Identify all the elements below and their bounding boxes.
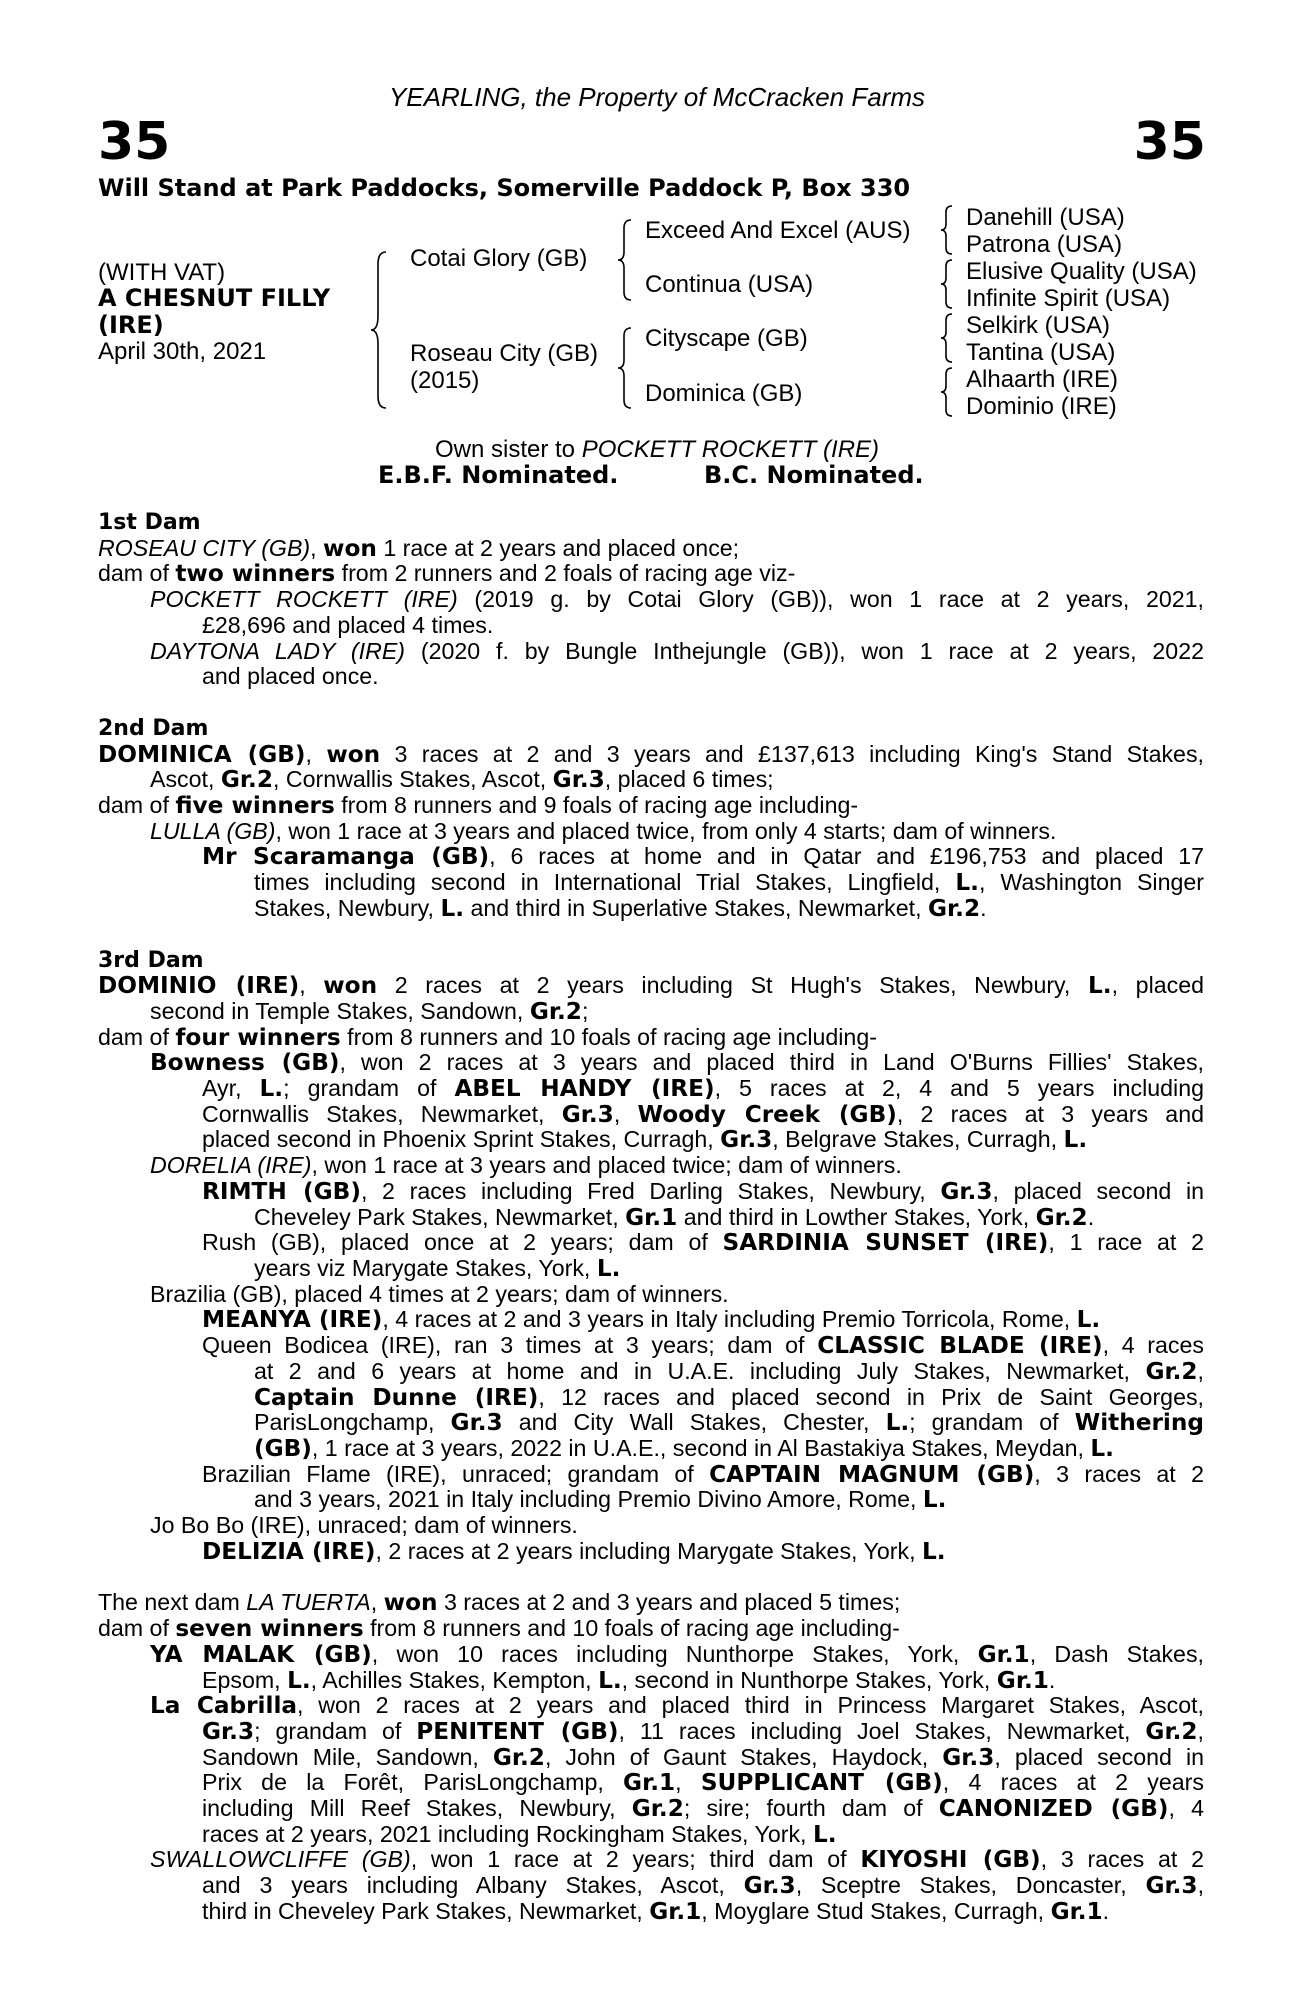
pedigree-g3-8: Dominio (IRE) — [966, 393, 1117, 420]
text-line: ROSEAU CITY (GB), won 1 race at 2 years and placed once; — [98, 534, 740, 562]
stand-location: Will Stand at Park Paddocks, Somerville Paddock P, Box 330 — [98, 174, 911, 202]
text-line: years viz Marygate Stakes, York, L. — [254, 1254, 621, 1282]
pedigree-g3-5: Selkirk (USA) — [966, 312, 1111, 339]
pedigree-bracket-g3-2 — [940, 258, 954, 310]
text-line: at 2 and 6 years at home and in U.A.E. including July Stakes, Newmarket, Gr.2, — [254, 1357, 1204, 1385]
text-line: Rush (GB), placed once at 2 years; dam of SARDINIA SUNSET (IRE), 1 race at 2 — [202, 1229, 1204, 1257]
pedigree-g3-7: Alhaarth (IRE) — [966, 366, 1119, 393]
text-line: Ayr, L.; grandam of ABEL HANDY (IRE), 5 races at 2, 4 and 5 years including — [202, 1075, 1204, 1103]
pedigree-bracket-sire — [617, 218, 633, 302]
text-line: Gr.3; grandam of PENITENT (GB), 11 races including Joel Stakes, Newmarket, Gr.2, — [202, 1717, 1204, 1745]
text-line: DAYTONA LADY (IRE) (2020 f. by Bungle Inthejungle (GB)), won 1 race at 2 years, 2022 — [150, 637, 1204, 664]
ebf-nominated: E.B.F. Nominated. — [378, 461, 619, 489]
own-sister-note — [0, 436, 1314, 464]
text-line: times including second in International Trial Stakes, Lingfield, L., Washington Singer — [254, 869, 1204, 897]
section-heading-1st-dam: 1st Dam — [98, 510, 201, 535]
text-line: DOMINIO (IRE), won 2 races at 2 years including St Hugh's Stakes, Newbury, L., placed — [98, 972, 1205, 1000]
pedigree-dam-sire: Cityscape (GB) — [645, 325, 808, 352]
text-line: Brazilian Flame (IRE), unraced; grandam of CAPTAIN MAGNUM (GB), 3 races at 2 — [202, 1460, 1204, 1488]
text-line: (GB), 1 race at 3 years, 2022 in U.A.E., second in Al Bastakiya Stakes, Meydan, L. — [254, 1434, 1114, 1462]
text-line: dam of five winners from 8 runners and 9 foals of racing age including- — [98, 792, 859, 820]
pedigree-sire: Cotai Glory (GB) — [410, 245, 588, 272]
text-line: third in Cheveley Park Stakes, Newmarket, Gr.1, Moyglare Stud Stakes, Curragh, Gr.1. — [202, 1897, 1110, 1925]
text-line: second in Temple Stakes, Sandown, Gr.2; — [150, 997, 589, 1025]
text-line: Sandown Mile, Sandown, Gr.2, John of Gaunt Stakes, Haydock, Gr.3, placed second in — [202, 1743, 1204, 1771]
text-line: Ascot, Gr.2, Cornwallis Stakes, Ascot, Gr.3, placed 6 times; — [150, 766, 774, 794]
pedigree-g3-2: Patrona (USA) — [966, 231, 1123, 258]
pedigree-sire-sire: Exceed And Excel (AUS) — [645, 217, 911, 244]
pedigree-bracket-dam — [617, 326, 633, 410]
horse-name-line1: A CHESNUT FILLY — [98, 284, 331, 312]
text-line: DELIZIA (IRE), 2 races at 2 years including Marygate Stakes, York, L. — [202, 1537, 946, 1565]
page-header-title: YEARLING, the Property of McCracken Farms — [388, 82, 926, 112]
text-line: Captain Dunne (IRE), 12 races and placed second in Prix de Saint Georges, — [254, 1383, 1204, 1411]
pedigree-g3-6: Tantina (USA) — [966, 339, 1116, 366]
own-sister-prefix: Own sister to — [434, 436, 582, 463]
text-line: POCKETT ROCKETT (IRE) (2019 g. by Cotai Glory (GB)), won 1 race at 2 years, 2021, — [150, 586, 1204, 613]
text-line: Queen Bodicea (IRE), ran 3 times at 3 years; dam of CLASSIC BLADE (IRE), 4 races — [202, 1332, 1204, 1360]
pedigree-bracket-g3-3 — [940, 312, 954, 364]
text-line: and 3 years including Albany Stakes, Ascot, Gr.3, Sceptre Stakes, Doncaster, Gr.3, — [202, 1872, 1205, 1900]
pedigree-g3-3: Elusive Quality (USA) — [966, 258, 1197, 285]
text-line: DOMINICA (GB), won 3 races at 2 and 3 years and £137,613 including King's Stand Stakes, — [98, 740, 1204, 768]
bc-nominated: B.C. Nominated. — [704, 461, 924, 489]
text-line: Bowness (GB), won 2 races at 3 years and placed third in Land O'Burns Fillies' Stakes, — [150, 1049, 1204, 1077]
pedigree-sire-dam: Continua (USA) — [645, 271, 814, 298]
text-line: Brazilia (GB), placed 4 times at 2 years; dam of winners. — [150, 1280, 729, 1307]
text-line: races at 2 years, 2021 including Rockingham Stakes, York, L. — [202, 1820, 837, 1848]
text-line: SWALLOWCLIFFE (GB), won 1 race at 2 years; third dam of KIYOSHI (GB), 3 races at 2 — [150, 1846, 1204, 1874]
text-line: Cornwallis Stakes, Newmarket, Gr.3, Woody Creek (GB), 2 races at 3 years and — [202, 1100, 1204, 1128]
vat-note: (WITH VAT) — [98, 259, 226, 286]
text-line: Jo Bo Bo (IRE), unraced; dam of winners. — [150, 1512, 578, 1539]
text-line: MEANYA (IRE), 4 races at 2 and 3 years in Italy including Premio Torricola, Rome, L. — [202, 1306, 1101, 1334]
lot-number-right: 35 — [1133, 112, 1206, 172]
text-line: RIMTH (GB), 2 races including Fred Darling Stakes, Newbury, Gr.3, placed second in — [202, 1177, 1205, 1205]
text-line: dam of seven winners from 8 runners and 10 foals of racing age including- — [98, 1615, 900, 1643]
section-heading-3rd-dam: 3rd Dam — [98, 947, 204, 973]
own-sister-name: POCKETT ROCKETT (IRE) — [581, 436, 880, 463]
foaling-date: April 30th, 2021 — [98, 338, 267, 365]
text-line: Cheveley Park Stakes, Newmarket, Gr.1 and third in Lowther Stakes, York, Gr.2. — [254, 1203, 1095, 1231]
pedigree-bracket-g3-1 — [940, 204, 954, 256]
text-line: placed second in Phoenix Sprint Stakes, Curragh, Gr.3, Belgrave Stakes, Curragh, L. — [202, 1126, 1088, 1154]
text-line: and placed once. — [202, 663, 379, 690]
pedigree-g3-1: Danehill (USA) — [966, 204, 1125, 231]
text-line: Epsom, L., Achilles Stakes, Kempton, L., second in Nunthorpe Stakes, York, Gr.1. — [202, 1666, 1056, 1694]
text-line: dam of two winners from 2 runners and 2 foals of racing age viz- — [98, 560, 796, 588]
text-line: dam of four winners from 8 runners and 10 foals of racing age including- — [98, 1023, 877, 1051]
text-line: La Cabrilla, won 2 races at 2 years and placed third in Princess Margaret Stakes, Ascot, — [150, 1692, 1204, 1720]
section-heading-2nd-dam: 2nd Dam — [98, 715, 209, 741]
lot-number-left: 35 — [98, 112, 171, 172]
text-line: and 3 years, 2021 in Italy including Premio Divino Amore, Rome, L. — [254, 1486, 947, 1514]
text-line: LULLA (GB), won 1 race at 3 years and placed twice, from only 4 starts; dam of winners. — [150, 817, 1057, 844]
text-line: Mr Scaramanga (GB), 6 races at home and in Qatar and £196,753 and placed 17 — [202, 843, 1205, 871]
pedigree-dam-dam: Dominica (GB) — [645, 380, 803, 407]
text-line: ParisLongchamp, Gr.3 and City Wall Stakes, Chester, L.; grandam of Withering — [254, 1409, 1204, 1437]
text-line: The next dam LA TUERTA, won 3 races at 2 and 3 years and placed 5 times; — [98, 1589, 901, 1617]
text-line: YA MALAK (GB), won 10 races including Nunthorpe Stakes, York, Gr.1, Dash Stakes, — [150, 1640, 1204, 1668]
pedigree-g3-4: Infinite Spirit (USA) — [966, 285, 1171, 312]
pedigree-dam: Roseau City (GB) — [410, 340, 599, 367]
pedigree-bracket-g3-4 — [940, 366, 954, 418]
pedigree-dam-year: (2015) — [410, 367, 480, 394]
text-line: £28,696 and placed 4 times. — [202, 611, 494, 638]
horse-name-line2: (IRE) — [98, 311, 164, 339]
catalogue-body — [98, 510, 1204, 1925]
text-line: Stakes, Newbury, L. and third in Superlative Stakes, Newmarket, Gr.2. — [254, 894, 987, 922]
text-line: Prix de la Forêt, ParisLongchamp, Gr.1, SUPPLICANT (GB), 4 races at 2 years — [202, 1769, 1204, 1797]
pedigree-bracket-main — [370, 250, 390, 410]
text-line: DORELIA (IRE), won 1 race at 3 years and placed twice; dam of winners. — [150, 1152, 902, 1179]
text-line: including Mill Reef Stakes, Newbury, Gr.2; sire; fourth dam of CANONIZED (GB), 4 — [202, 1795, 1205, 1823]
